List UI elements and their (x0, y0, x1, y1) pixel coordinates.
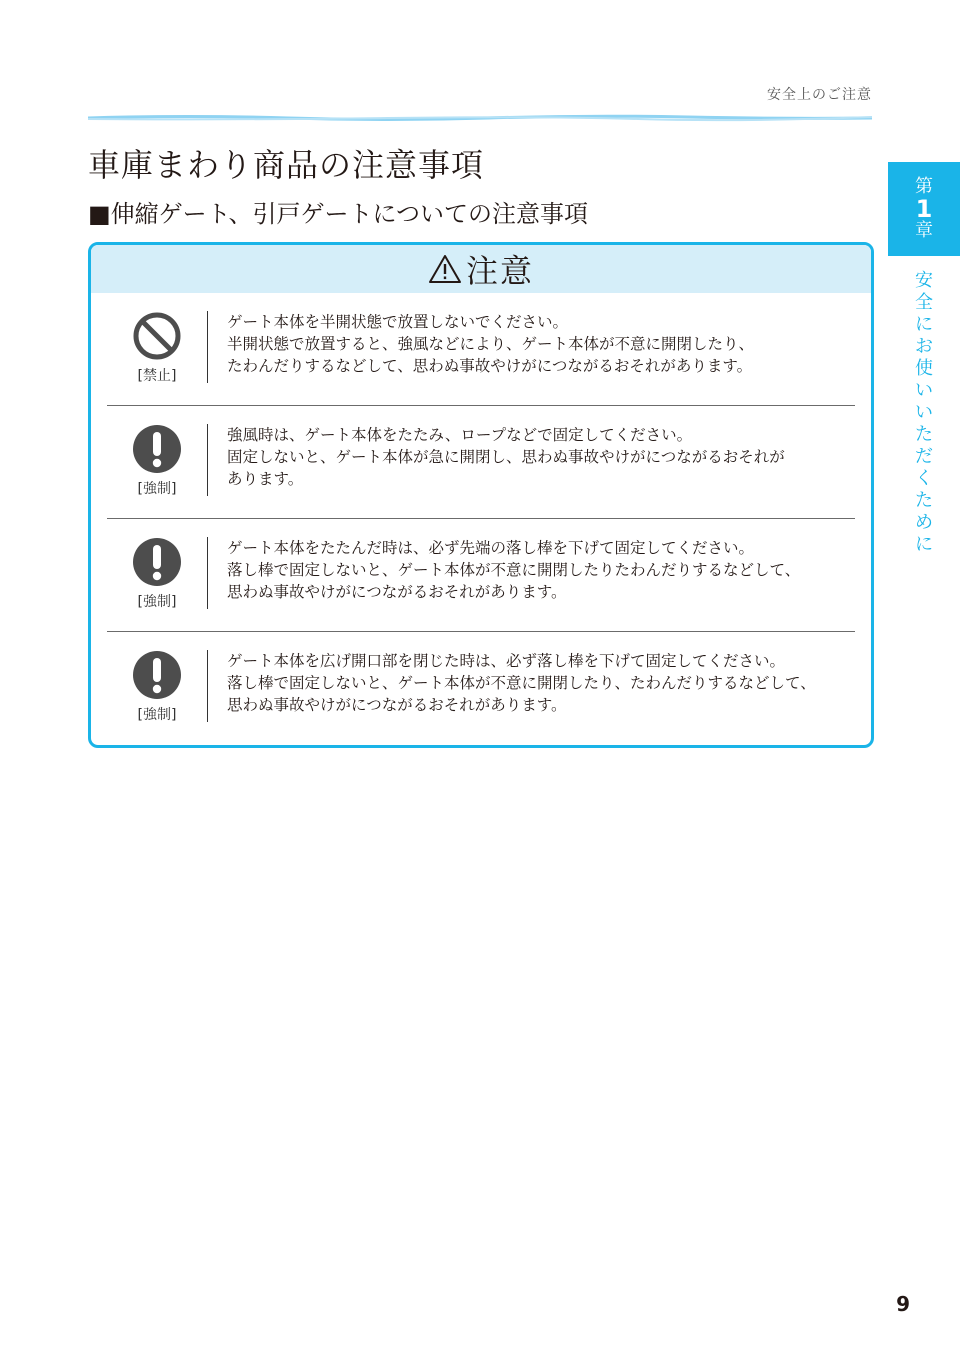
item-line: ゲート本体を広げ開口部を閉じた時は、必ず落し棒を下げて固定してください。 (227, 652, 786, 670)
chapter-prefix: 第 (915, 176, 933, 197)
item-line: あります。 (227, 470, 304, 488)
item-text (227, 311, 845, 377)
item-line: ゲート本体をたたんだ時は、必ず先端の落し棒を下げて固定してください。 (227, 539, 755, 557)
caution-item (107, 519, 855, 632)
warning-triangle-icon (428, 254, 462, 284)
item-line: 落し棒で固定しないと、ゲート本体が不意に開閉したり、たわんだりするなどして、 (227, 674, 816, 692)
item-label: [強制] (137, 707, 177, 723)
caution-box (88, 242, 874, 748)
divider (207, 537, 208, 609)
item-text (227, 537, 845, 603)
item-text (227, 424, 845, 490)
item-text (227, 650, 845, 716)
divider (207, 424, 208, 496)
caution-item (107, 293, 855, 406)
mandatory-exclamation-icon (132, 537, 182, 587)
item-line: 落し棒で固定しないと、ゲート本体が不意に開閉したりたわんだりするなどして、 (227, 561, 801, 579)
chapter-tab[interactable] (888, 162, 960, 256)
item-line: ゲート本体を半開状態で放置しないでください。 (227, 313, 569, 331)
item-line: 固定しないと、ゲート本体が急に開閉し、思わぬ事故やけがにつながるおそれが (227, 448, 785, 466)
header-divider (88, 114, 872, 122)
chapter-number: 1 (915, 195, 933, 223)
item-label: [強制] (137, 594, 177, 610)
section-title: ■伸縮ゲート、引戸ゲートについての注意事項 (88, 200, 589, 228)
prohibition-icon (132, 311, 182, 361)
item-label: [強制] (137, 481, 177, 497)
item-line: 思わぬ事故やけがにつながるおそれがあります。 (227, 583, 567, 601)
chapter-suffix: 章 (915, 220, 933, 241)
item-line: 半開状態で放置すると、強風などにより、ゲート本体が不意に開閉したり、 (227, 335, 755, 353)
caution-item (107, 632, 855, 744)
page-number: 9 (896, 1292, 910, 1316)
mandatory-exclamation-icon (132, 650, 182, 700)
caution-header (91, 245, 871, 293)
item-label: [禁止] (137, 368, 177, 384)
divider (207, 311, 208, 383)
chapter-caption: 安全にお使いいただくために (915, 270, 933, 555)
caution-title: 注意 (465, 252, 534, 290)
item-line: 強風時は、ゲート本体をたたみ、ロープなどで固定してください。 (227, 426, 693, 444)
divider (207, 650, 208, 722)
page-title: 車庫まわり商品の注意事項 (88, 146, 485, 184)
item-line: たわんだりするなどして、思わぬ事故やけがにつながるおそれがあります。 (227, 357, 753, 375)
mandatory-exclamation-icon (132, 424, 182, 474)
item-line: 思わぬ事故やけがにつながるおそれがあります。 (227, 696, 567, 714)
caution-item (107, 406, 855, 519)
running-head: 安全上のご注意 (767, 87, 872, 103)
